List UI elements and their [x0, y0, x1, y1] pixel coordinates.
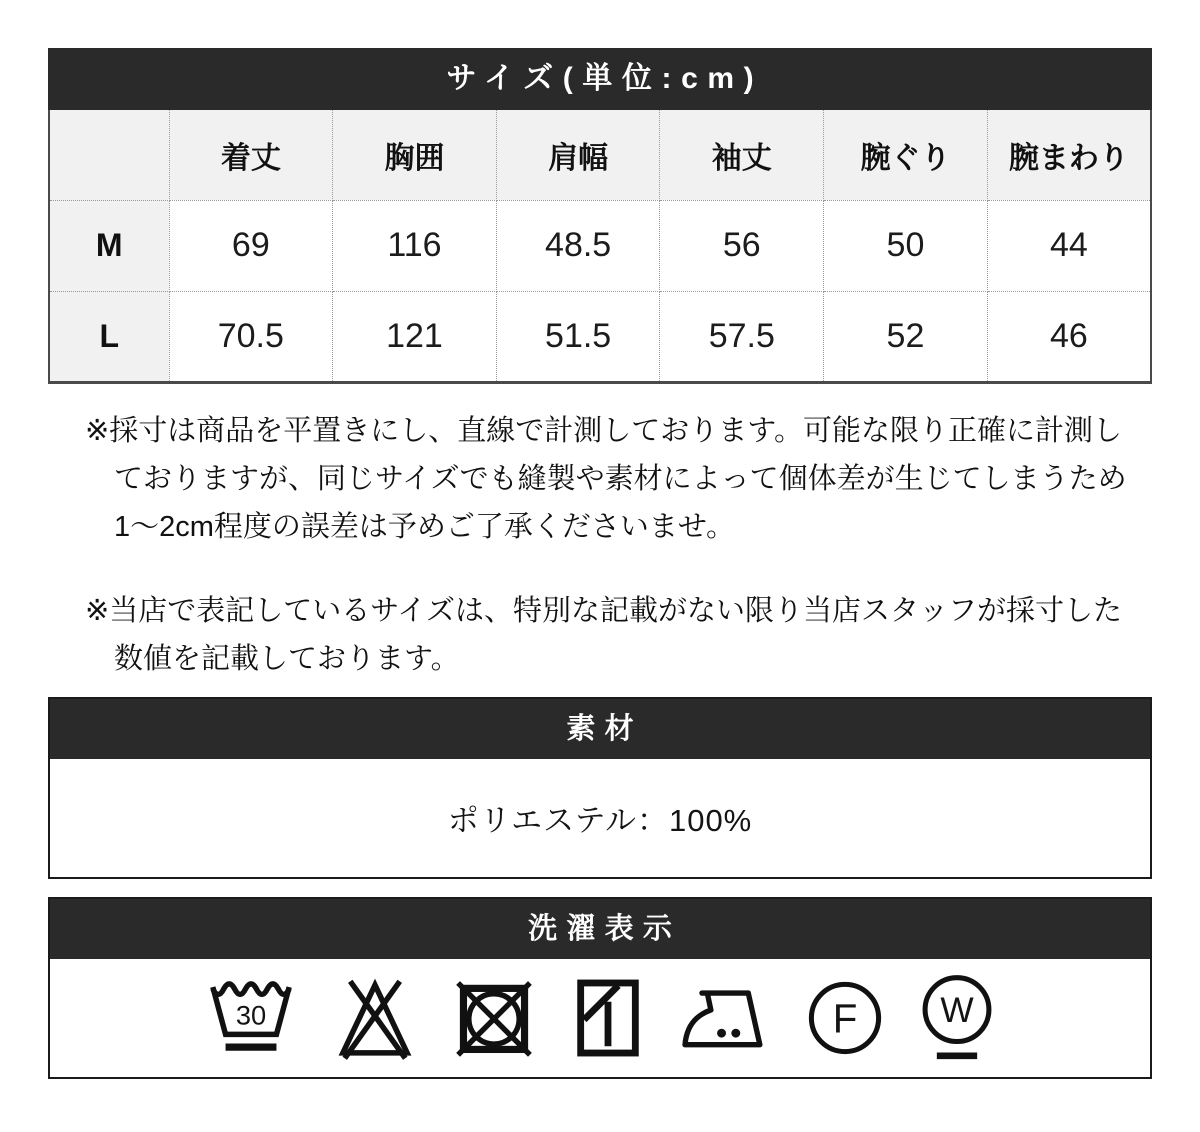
- size-section-title-bar: [48, 48, 1152, 110]
- size-l-armhole: 52: [824, 291, 988, 382]
- shade-hang-dry-icon: [567, 974, 649, 1062]
- note-measurement-method: [85, 407, 1132, 551]
- size-m-body-length: 69: [169, 200, 333, 291]
- material-section: [48, 697, 1152, 879]
- care-title-bar: [50, 899, 1150, 959]
- size-m-arm-circumference: 44: [987, 200, 1151, 291]
- material-content-area: [50, 759, 1150, 877]
- wash-30-gentle-icon: [201, 974, 301, 1062]
- size-row-l-label: L: [49, 291, 169, 382]
- size-m-sleeve-length: 56: [660, 200, 824, 291]
- col-header-shoulder-width: 肩幅: [496, 110, 660, 200]
- iron-medium-icon: [677, 982, 775, 1054]
- size-m-shoulder-width: 48.5: [496, 200, 660, 291]
- size-l-chest: 121: [333, 291, 497, 382]
- col-header-arm-circumference: 腕まわり: [987, 110, 1151, 200]
- size-row-m-label: M: [49, 200, 169, 291]
- measurement-notes: [48, 407, 1152, 683]
- size-table-header-row: [49, 110, 1151, 200]
- note-staff-measured: [85, 587, 1132, 683]
- product-info-page: [48, 0, 1152, 1079]
- size-l-body-length: 70.5: [169, 291, 333, 382]
- size-row-m: [49, 200, 1151, 291]
- note-line: 数値を記載しております。: [114, 642, 460, 675]
- size-l-sleeve-length: 57.5: [660, 291, 824, 382]
- material-title: 素材: [566, 712, 643, 745]
- wet-clean-letter: W: [940, 990, 974, 1030]
- note-line: ておりますが、同じサイズでも縫製や素材によって個体差が生じてしまうため: [114, 462, 1127, 495]
- col-header-armhole: 腕ぐり: [824, 110, 988, 200]
- note-line: ※当店で表記しているサイズは、特別な記載がない限り当店スタッフが採寸した: [85, 594, 1122, 627]
- dry-clean-letter: F: [832, 994, 858, 1041]
- do-not-tumble-dry-icon: [449, 974, 539, 1062]
- note-line: 1〜2cm程度の誤差は予めご了承くださいませ。: [114, 510, 736, 543]
- size-section-title: サイズ(単位:cm): [446, 62, 764, 95]
- size-l-arm-circumference: 46: [987, 291, 1151, 382]
- care-title: 洗濯表示: [528, 912, 682, 945]
- size-l-shoulder-width: 51.5: [496, 291, 660, 382]
- dry-clean-f-icon: [803, 976, 887, 1060]
- size-row-l: [49, 291, 1151, 382]
- wash-temperature-label: 30: [235, 998, 267, 1030]
- material-title-bar: [50, 699, 1150, 759]
- do-not-bleach-icon: [329, 974, 421, 1062]
- col-header-sleeve-length: 袖丈: [660, 110, 824, 200]
- material-composition: ポリエステル：100%: [447, 803, 753, 838]
- care-icons-row: [50, 959, 1150, 1077]
- col-header-body-length: 着丈: [169, 110, 333, 200]
- wet-clean-w-icon: [915, 972, 999, 1064]
- size-m-armhole: 50: [824, 200, 988, 291]
- care-section: [48, 897, 1152, 1079]
- col-header-chest: 胸囲: [333, 110, 497, 200]
- size-table-corner-cell: [49, 110, 169, 200]
- size-section: [48, 48, 1152, 384]
- size-m-chest: 116: [333, 200, 497, 291]
- note-line: ※採寸は商品を平置きにし、直線で計測しております。可能な限り正確に計測し: [85, 414, 1122, 447]
- size-table: [48, 110, 1152, 384]
